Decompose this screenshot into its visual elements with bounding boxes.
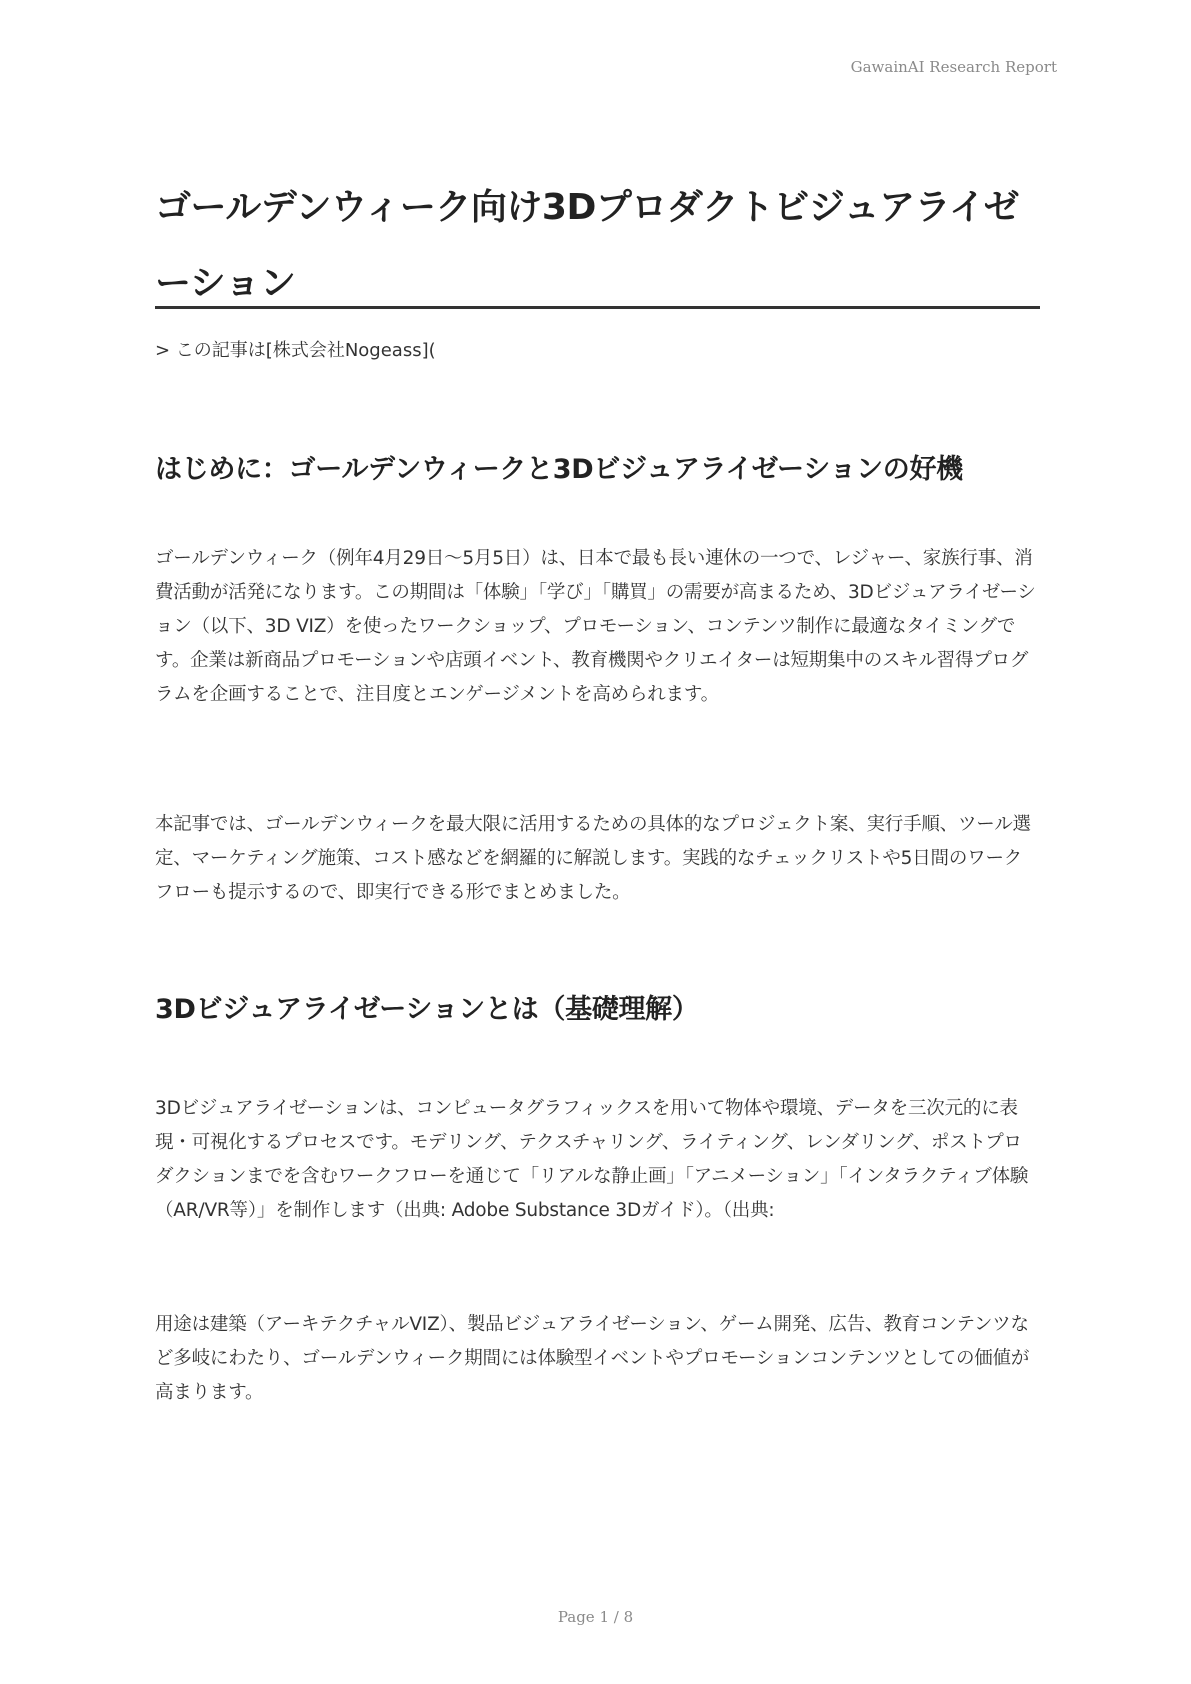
section-heading-introduction: はじめに：ゴールデンウィークと3Dビジュアライゼーションの好機 <box>155 454 963 485</box>
paragraph-intro-1: ゴールデンウィーク（例年4月29日〜5月5日）は、日本で最も長い連休の一つで、レジャー、家族行事、消費活動が活発になります。この期間は「体験」「学び」「購買」の需要が高まるため、3Dビジュアライゼーション（以下、3D VIZ）を使ったワークショップ、プロモーション、コンテンツ制作に最適なタイミングです。企業は新商品プロモーションや店頭イベント、教育機関やクリエイターは短期集中のスキル習得プログラムを企画することで、注目度とエンゲージメントを高められます。 <box>155 548 1036 705</box>
paragraph-intro-2: 本記事では、ゴールデンウィークを最大限に活用するための具体的なプロジェクト案、実行手順、ツール選定、マーケティング施策、コスト感などを網羅的に解説します。実践的なチェックリストや5日間のワークフローも提示するので、即実行できる形でまとめました。 <box>155 814 1031 903</box>
paragraph-basics-1: 3Dビジュアライゼーションは、コンピュータグラフィックスを用いて物体や環境、データを三次元的に表現・可視化するプロセスです。モデリング、テクスチャリング、ライティング、レンダリング、ポストプロダクションまでを含むワークフローを通じて「リアルな静止画」「アニメーション」「インタラクティブ体験（AR/VR等）」を制作します（出典: Adobe Substance 3Dガイド）。（出典: <box>155 1098 1029 1221</box>
section-heading-basics: 3Dビジュアライゼーションとは（基礎理解） <box>155 994 699 1025</box>
paragraph-basics-2: 用途は建築（アーキテクチャルVIZ）、製品ビジュアライゼーション、ゲーム開発、広告、教育コンテンツなど多岐にわたり、ゴールデンウィーク期間には体験型イベントやプロモーションコンテンツとしての価値が高まります。 <box>155 1314 1030 1403</box>
page-number: Page 1 / 8 <box>557 1608 634 1626</box>
title-divider <box>155 306 1040 309</box>
running-header: GawainAI Research Report <box>850 58 1057 76</box>
document-title: ゴールデンウィーク向け3Dプロダクトビジュアライゼーション <box>155 187 1019 304</box>
source-quote-line: > この記事は[株式会社Nogeass]( <box>155 340 436 361</box>
